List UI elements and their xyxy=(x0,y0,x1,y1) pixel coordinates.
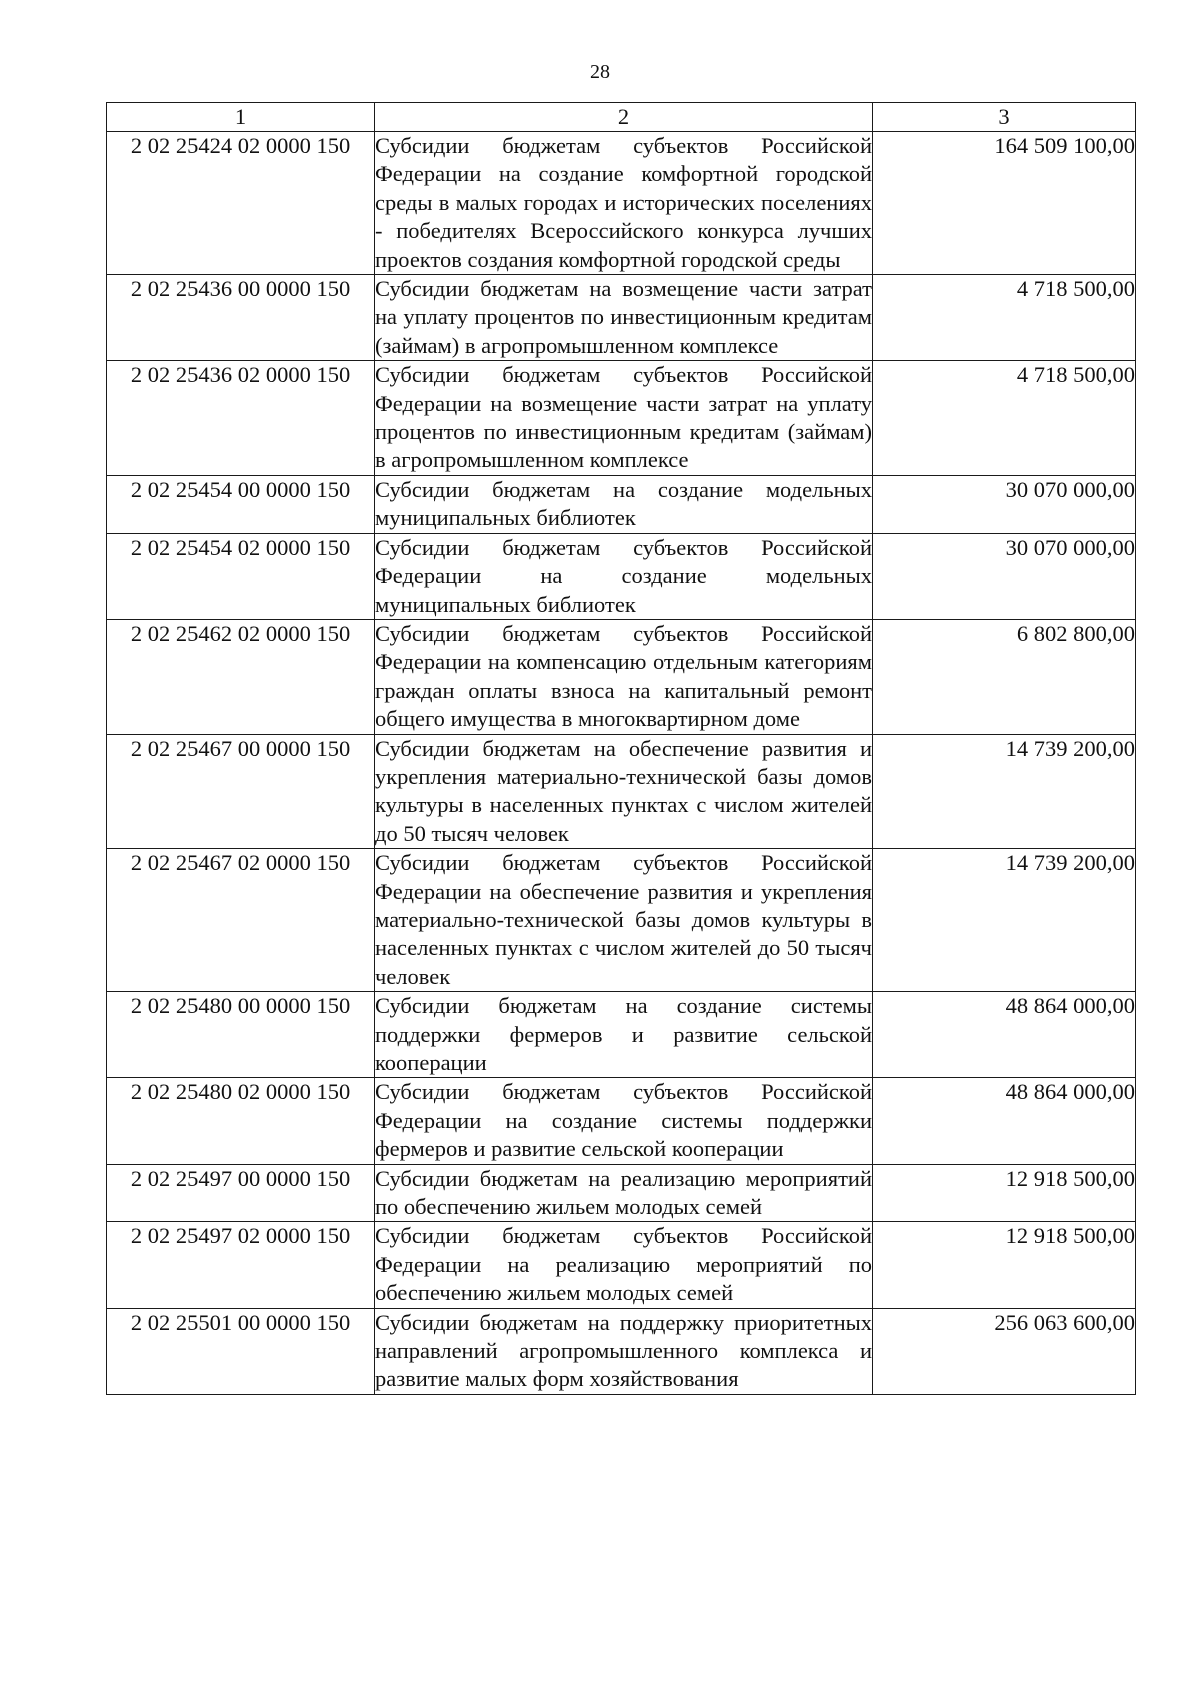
table-row xyxy=(107,1078,1136,1164)
budget-code: 2 02 25467 00 0000 150 xyxy=(107,734,375,849)
budget-code: 2 02 25454 02 0000 150 xyxy=(107,533,375,619)
table-row xyxy=(107,361,1136,476)
table-row xyxy=(107,275,1136,361)
budget-code: 2 02 25462 02 0000 150 xyxy=(107,619,375,734)
subsidy-amount: 14 739 200,00 xyxy=(873,734,1136,849)
budget-code: 2 02 25436 00 0000 150 xyxy=(107,275,375,361)
budget-code: 2 02 25436 02 0000 150 xyxy=(107,361,375,476)
budget-code: 2 02 25497 02 0000 150 xyxy=(107,1222,375,1308)
column-header-description: 2 xyxy=(375,103,873,132)
budget-code: 2 02 25497 00 0000 150 xyxy=(107,1164,375,1222)
column-header-amount: 3 xyxy=(873,103,1136,132)
budget-code: 2 02 25480 02 0000 150 xyxy=(107,1078,375,1164)
budget-revenue-table xyxy=(106,102,1136,1395)
subsidy-description: Субсидии бюджетам субъектов Российской Федерации на создание модельных муниципальных библиотек xyxy=(375,533,873,619)
subsidy-description: Субсидии бюджетам на создание системы поддержки фермеров и развитие сельской кооперации xyxy=(375,992,873,1078)
table-row xyxy=(107,1222,1136,1308)
subsidy-amount: 4 718 500,00 xyxy=(873,361,1136,476)
subsidy-description: Субсидии бюджетам на создание модельных муниципальных библиотек xyxy=(375,475,873,533)
table-row xyxy=(107,992,1136,1078)
subsidy-amount: 12 918 500,00 xyxy=(873,1164,1136,1222)
subsidy-description: Субсидии бюджетам субъектов Российской Федерации на реализацию мероприятий по обеспечению жильем молодых семей xyxy=(375,1222,873,1308)
subsidy-amount: 30 070 000,00 xyxy=(873,533,1136,619)
table-row xyxy=(107,1308,1136,1394)
table-row xyxy=(107,1164,1136,1222)
subsidy-amount: 14 739 200,00 xyxy=(873,849,1136,992)
table-row xyxy=(107,849,1136,992)
table-row xyxy=(107,132,1136,275)
table-row xyxy=(107,619,1136,734)
subsidy-description: Субсидии бюджетам на поддержку приоритетных направлений агропромышленного комплекса и развитие малых форм хозяйствования xyxy=(375,1308,873,1394)
subsidy-description: Субсидии бюджетам на возмещение части затрат на уплату процентов по инвестиционным кредитам (займам) в агропромышленном комплексе xyxy=(375,275,873,361)
subsidy-amount: 48 864 000,00 xyxy=(873,1078,1136,1164)
subsidy-amount: 30 070 000,00 xyxy=(873,475,1136,533)
budget-code: 2 02 25424 02 0000 150 xyxy=(107,132,375,275)
subsidy-description: Субсидии бюджетам субъектов Российской Федерации на компенсацию отдельным категориям граждан оплаты взноса на капитальный ремонт общего имущества в многоквартирном доме xyxy=(375,619,873,734)
subsidy-description: Субсидии бюджетам на реализацию мероприятий по обеспечению жильем молодых семей xyxy=(375,1164,873,1222)
budget-code: 2 02 25454 00 0000 150 xyxy=(107,475,375,533)
budget-code: 2 02 25467 02 0000 150 xyxy=(107,849,375,992)
subsidy-amount: 164 509 100,00 xyxy=(873,132,1136,275)
table-row xyxy=(107,734,1136,849)
table-header-row xyxy=(107,103,1136,132)
subsidy-amount: 48 864 000,00 xyxy=(873,992,1136,1078)
subsidy-description: Субсидии бюджетам на обеспечение развития и укрепления материально-технической базы домов культуры в населенных пунктах с числом жителей до 50 тысяч человек xyxy=(375,734,873,849)
budget-code: 2 02 25480 00 0000 150 xyxy=(107,992,375,1078)
page-number: 28 xyxy=(590,61,610,83)
subsidy-description: Субсидии бюджетам субъектов Российской Федерации на возмещение части затрат на уплату процентов по инвестиционным кредитам (займам) в агропромышленном комплексе xyxy=(375,361,873,476)
budget-code: 2 02 25501 00 0000 150 xyxy=(107,1308,375,1394)
subsidy-description: Субсидии бюджетам субъектов Российской Федерации на обеспечение развития и укрепления материально-технической базы домов культуры в населенных пунктах с числом жителей до 50 тысяч человек xyxy=(375,849,873,992)
table-row xyxy=(107,533,1136,619)
table-row xyxy=(107,475,1136,533)
subsidy-description: Субсидии бюджетам субъектов Российской Федерации на создание системы поддержки фермеров и развитие сельской кооперации xyxy=(375,1078,873,1164)
subsidy-description: Субсидии бюджетам субъектов Российской Федерации на создание комфортной городской среды в малых городах и исторических поселениях - победителях Всероссийского конкурса лучших проектов создания комфортной городской среды xyxy=(375,132,873,275)
column-header-code: 1 xyxy=(107,103,375,132)
subsidy-amount: 256 063 600,00 xyxy=(873,1308,1136,1394)
subsidy-amount: 12 918 500,00 xyxy=(873,1222,1136,1308)
subsidy-amount: 4 718 500,00 xyxy=(873,275,1136,361)
subsidy-amount: 6 802 800,00 xyxy=(873,619,1136,734)
